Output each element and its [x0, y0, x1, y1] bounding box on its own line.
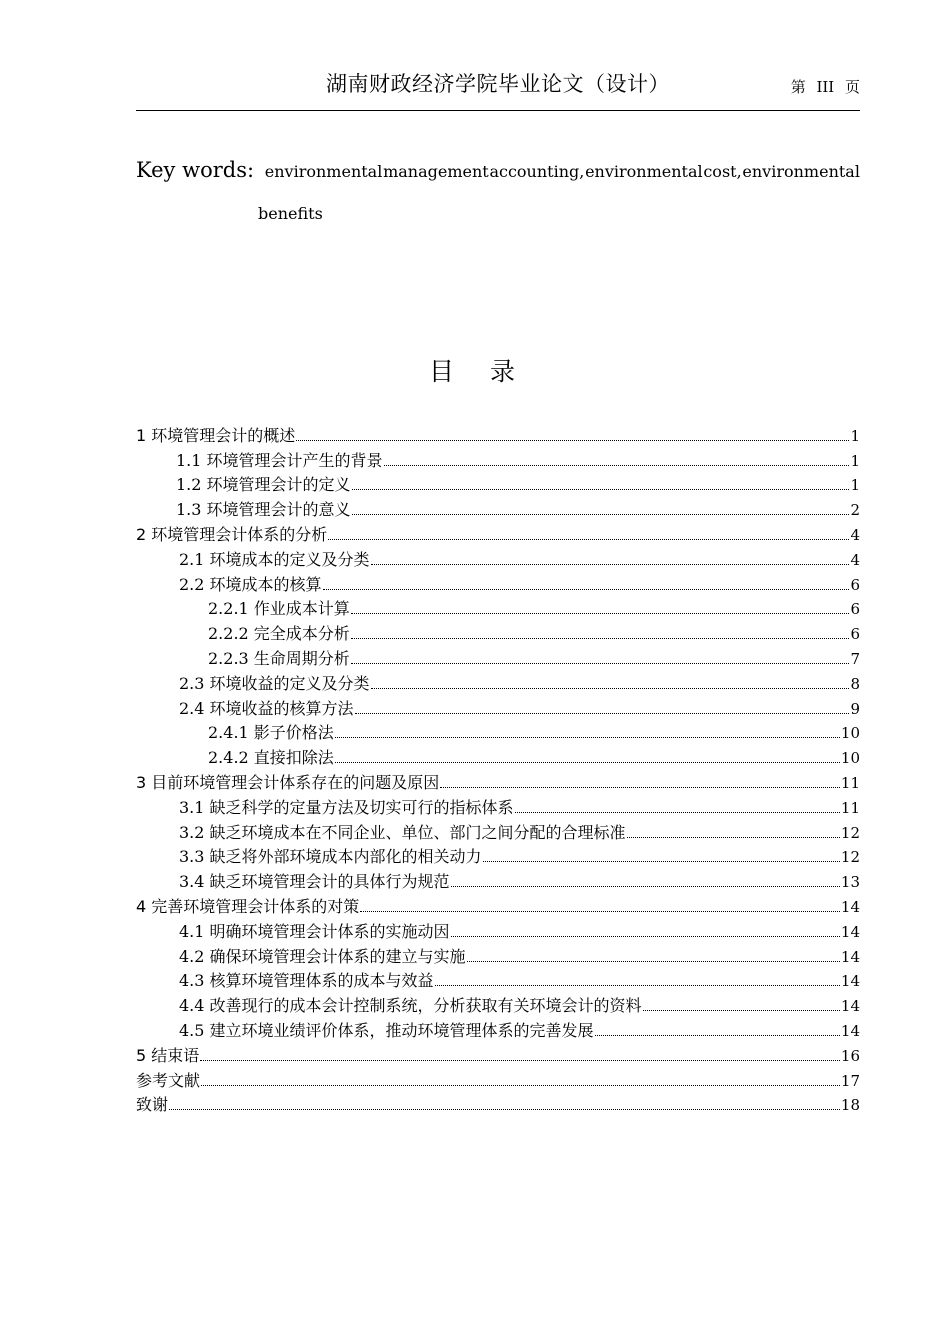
toc-dot-leader [296, 440, 849, 441]
toc-entry[interactable] [136, 841, 860, 866]
toc-dot-leader [351, 638, 850, 639]
toc-entry-title: 2.2 环境成本的核算 [179, 574, 322, 594]
toc-entry-page: 17 [840, 1071, 860, 1090]
toc-entry[interactable] [136, 940, 860, 965]
toc-dot-leader [355, 713, 850, 714]
toc-dot-leader [335, 737, 840, 738]
toc-entry-page: 11 [840, 773, 860, 792]
toc-entry-page: 14 [840, 947, 860, 966]
keyword-word: cost, [703, 162, 742, 181]
toc-entry-page: 9 [850, 699, 860, 718]
toc-entry-title: 4 完善环境管理会计体系的对策 [136, 896, 360, 916]
toc-entry-page: 13 [840, 873, 860, 892]
toc-dot-leader [451, 886, 840, 887]
toc-dot-leader [515, 812, 840, 813]
header-title: 湖南财政经济学院毕业论文（设计） [326, 72, 670, 96]
keywords-continuation: benefits [258, 204, 323, 223]
toc-entry-title: 2.2.3 生命周期分析 [208, 648, 350, 668]
toc-dot-leader [371, 688, 850, 689]
toc-entry[interactable] [136, 890, 860, 915]
toc-entry[interactable] [136, 1089, 860, 1114]
toc-dot-leader [440, 787, 840, 788]
toc-entry[interactable] [136, 816, 860, 841]
toc-entry-page: 7 [850, 649, 860, 668]
keyword-word: environmental [585, 162, 703, 181]
toc-title: 目录 [428, 357, 551, 386]
toc-entry-page: 18 [840, 1096, 860, 1115]
toc-entry-page: 2 [850, 501, 860, 520]
toc-entry[interactable] [136, 568, 860, 593]
toc-dot-leader [371, 564, 850, 565]
toc-entry-page: 1 [850, 451, 860, 470]
toc-entry[interactable] [136, 865, 860, 890]
toc-entry-page: 6 [850, 625, 860, 644]
toc-entry-title: 3.1 缺乏科学的定量方法及切实可行的指标体系 [179, 797, 514, 817]
keywords-section [136, 158, 860, 223]
toc-entry-title: 4.4 改善现行的成本会计控制系统，分析获取有关环境会计的资料 [179, 996, 642, 1016]
toc-dot-leader [595, 1035, 840, 1036]
toc-entry-title: 致谢 [136, 1095, 169, 1115]
toc-entry[interactable] [136, 717, 860, 742]
toc-entry-page: 10 [840, 749, 860, 768]
toc-entry-page: 4 [850, 550, 860, 569]
toc-entry-page: 12 [840, 848, 860, 867]
toc-entry[interactable] [136, 469, 860, 494]
keyword-word: accounting, [489, 162, 585, 181]
toc-entry-page: 10 [840, 724, 860, 743]
toc-entry-page: 6 [850, 600, 860, 619]
toc-entry[interactable] [136, 989, 860, 1014]
page-header [136, 62, 860, 111]
toc-entry[interactable] [136, 1014, 860, 1039]
toc-entry-title: 1 环境管理会计的概述 [136, 425, 296, 445]
toc-entry[interactable] [136, 965, 860, 990]
toc-dot-leader [169, 1109, 840, 1110]
toc-dot-leader [483, 861, 840, 862]
toc-entry-page: 14 [840, 972, 860, 991]
toc-dot-leader [435, 985, 840, 986]
toc-dot-leader [627, 837, 840, 838]
toc-entry[interactable] [136, 518, 860, 543]
toc-entry-title: 3.4 缺乏环境管理会计的具体行为规范 [179, 872, 450, 892]
toc-entry[interactable] [136, 617, 860, 642]
toc-entry[interactable] [136, 741, 860, 766]
keyword-word: management [383, 162, 489, 181]
toc-dot-leader [352, 489, 850, 490]
toc-entry-title: 4.2 确保环境管理会计体系的建立与实施 [179, 946, 466, 966]
toc-entry-page: 8 [850, 674, 860, 693]
toc-entry-page: 1 [850, 476, 860, 495]
toc-entry-page: 14 [840, 922, 860, 941]
toc-entry[interactable] [136, 493, 860, 518]
toc-entry-title: 4.5 建立环境业绩评价体系，推动环境管理体系的完善发展 [179, 1020, 594, 1040]
toc-entry-page: 6 [850, 575, 860, 594]
toc-entry-title: 3 目前环境管理会计体系存在的问题及原因 [136, 772, 440, 792]
toc-entry-page: 16 [840, 1046, 860, 1065]
toc-dot-leader [328, 539, 849, 540]
toc-entry-page: 14 [840, 997, 860, 1016]
toc-entry[interactable] [136, 791, 860, 816]
toc-entry-title: 3.3 缺乏将外部环境成本内部化的相关动力 [179, 847, 482, 867]
toc-dot-leader [384, 465, 850, 466]
toc-entry[interactable] [136, 1039, 860, 1064]
toc-dot-leader [643, 1010, 840, 1011]
toc-entry-page: 12 [840, 823, 860, 842]
toc-entry-title: 3.2 缺乏环境成本在不同企业、单位、部门之间分配的合理标准 [179, 822, 626, 842]
toc-entry-page: 1 [850, 426, 860, 445]
toc-dot-leader [451, 936, 840, 937]
toc-entry-page: 14 [840, 1021, 860, 1040]
toc-dot-leader [323, 589, 850, 590]
toc-entry[interactable] [136, 444, 860, 469]
toc-entry-page: 11 [840, 798, 860, 817]
toc-entry[interactable] [136, 766, 860, 791]
table-of-contents [136, 419, 860, 1113]
toc-entry-title: 1.2 环境管理会计的定义 [176, 475, 351, 495]
toc-dot-leader [351, 663, 850, 664]
toc-entry-title: 2.1 环境成本的定义及分类 [179, 549, 370, 569]
toc-entry-title: 2.2.2 完全成本分析 [208, 624, 350, 644]
toc-dot-leader [335, 762, 840, 763]
toc-entry-title: 4.3 核算环境管理体系的成本与效益 [179, 971, 434, 991]
toc-entry[interactable] [136, 667, 860, 692]
toc-entry-title: 2.4.1 影子价格法 [208, 723, 334, 743]
toc-entry[interactable] [136, 1064, 860, 1089]
keyword-word: environmental [742, 162, 860, 181]
toc-entry-title: 2 环境管理会计体系的分析 [136, 524, 328, 544]
keywords-label: Key words: [136, 158, 255, 182]
toc-entry-title: 4.1 明确环境管理会计体系的实施动因 [179, 921, 450, 941]
keyword-word: environmental [264, 162, 383, 181]
toc-entry[interactable] [136, 642, 860, 667]
toc-entry-title: 5 结束语 [136, 1045, 200, 1065]
toc-dot-leader [467, 961, 840, 962]
toc-entry-title: 参考文献 [136, 1070, 201, 1090]
toc-entry[interactable] [136, 543, 860, 568]
toc-entry-title: 1.1 环境管理会计产生的背景 [176, 450, 383, 470]
header-page-number: 第 III 页 [790, 78, 860, 96]
keywords-line [136, 158, 860, 182]
toc-dot-leader [352, 514, 850, 515]
toc-dot-leader [201, 1085, 840, 1086]
toc-dot-leader [360, 911, 840, 912]
toc-entry-page: 4 [850, 525, 860, 544]
toc-entry[interactable] [136, 419, 860, 444]
toc-entry-title: 2.4 环境收益的核算方法 [179, 698, 354, 718]
toc-entry-title: 2.4.2 直接扣除法 [208, 748, 334, 768]
toc-entry[interactable] [136, 692, 860, 717]
toc-entry[interactable] [136, 593, 860, 618]
toc-entry-title: 1.3 环境管理会计的意义 [176, 500, 351, 520]
toc-dot-leader [200, 1060, 840, 1061]
toc-entry[interactable] [136, 915, 860, 940]
toc-entry-title: 2.3 环境收益的定义及分类 [179, 673, 370, 693]
toc-entry-page: 14 [840, 897, 860, 916]
toc-entry-title: 2.2.1 作业成本计算 [208, 599, 350, 619]
toc-dot-leader [351, 613, 850, 614]
